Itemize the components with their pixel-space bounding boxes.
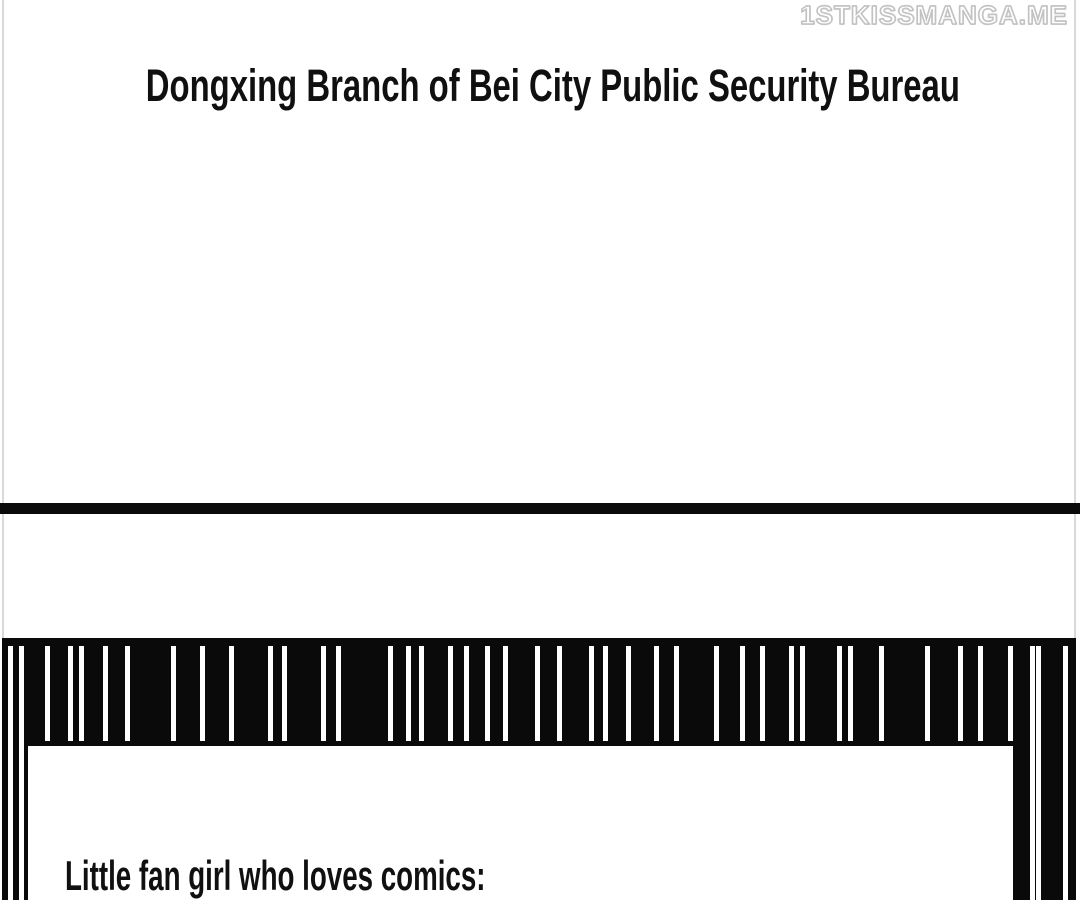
- barcode-stripe: [485, 646, 490, 741]
- site-watermark: 1STKISSMANGA.ME: [800, 0, 1068, 30]
- barcode-stripe: [200, 646, 205, 741]
- barcode-stripe: [837, 646, 842, 741]
- barcode-stripe: [626, 646, 631, 741]
- barcode-stripe: [925, 646, 930, 741]
- barcode-frame-left: [2, 746, 28, 900]
- barcode-stripe: [1036, 646, 1041, 900]
- barcode-stripe: [1030, 646, 1035, 900]
- barcode-stripe: [336, 646, 341, 741]
- barcode-stripe: [714, 646, 719, 741]
- barcode-stripe: [1008, 646, 1013, 741]
- barcode-stripe: [419, 646, 424, 741]
- barcode-stripe: [388, 646, 393, 741]
- barcode-stripe: [589, 646, 594, 741]
- barcode-stripe: [448, 646, 453, 741]
- speaker-caption: Little fan girl who loves comics:: [65, 852, 486, 899]
- barcode-stripe: [8, 646, 13, 900]
- barcode-stripe: [171, 646, 176, 741]
- barcode-stripe: [654, 646, 659, 741]
- barcode-stripe: [464, 646, 469, 741]
- scene-caption: Dongxing Branch of Bei City Public Security Bureau: [145, 60, 960, 111]
- barcode-stripe: [760, 646, 765, 741]
- barcode-stripe: [789, 646, 794, 741]
- barcode-stripe: [535, 646, 540, 741]
- barcode-stripe: [1063, 646, 1068, 900]
- barcode-stripe: [879, 646, 884, 741]
- barcode-stripe: [103, 646, 108, 741]
- barcode-stripe: [958, 646, 963, 741]
- barcode-stripe: [68, 646, 73, 741]
- barcode-stripe: [503, 646, 508, 741]
- barcode-stripe: [229, 646, 234, 741]
- barcode-stripe: [800, 646, 805, 741]
- barcode-stripe: [321, 646, 326, 741]
- barcode-stripe: [978, 646, 983, 741]
- barcode-stripe: [79, 646, 84, 741]
- barcode-stripe: [674, 646, 679, 741]
- barcode-stripe: [603, 646, 608, 741]
- barcode-stripe: [557, 646, 562, 741]
- barcode-stripe: [19, 646, 24, 900]
- barcode-stripe: [740, 646, 745, 741]
- barcode-stripe: [125, 646, 130, 741]
- barcode-stripe: [848, 646, 853, 741]
- barcode-stripe: [406, 646, 411, 741]
- barcode-stripe: [268, 646, 273, 741]
- barcode-stripe: [45, 646, 50, 741]
- barcode-stripe: [282, 646, 287, 741]
- divider-bar: [0, 503, 1080, 514]
